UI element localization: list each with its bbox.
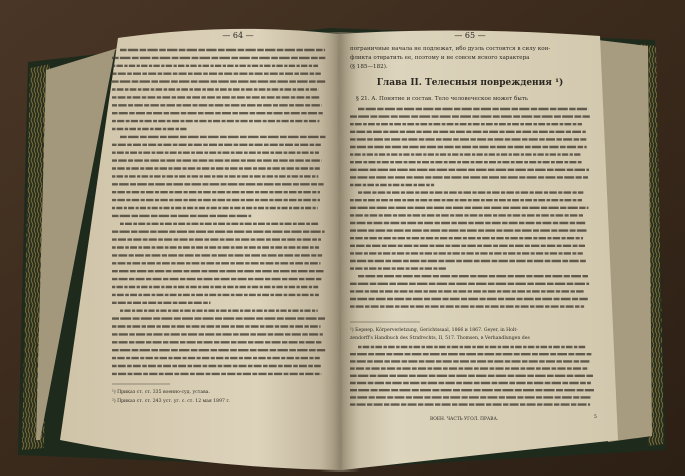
right-footnote-author: ¹) Бернер, Körperverletzung, Gerichtssaal, 1866 и 1867. Geyer, in Holt- xyxy=(350,328,518,333)
left-footnote-2: ²) Приказ ст. ст. 243 уст. уг. с. ст. 12 мая 1897 г. xyxy=(112,399,231,404)
right-page-number: — 65 — xyxy=(454,31,486,40)
section-start-line: § 21. А. Понятие и состав. Тело человеческое может быть xyxy=(356,96,528,102)
left-page-number: — 64 — xyxy=(222,31,254,40)
right-intro-line-3: (§ 185—182). xyxy=(350,64,388,70)
right-intro-line-2: фликта отвратить ее, поэтому и не совсем ясного характера xyxy=(350,55,530,61)
left-footnote-1: ¹) Приказ ст. ст. 335 военно-суд. устава. xyxy=(112,390,210,395)
right-footnote-source: zendorff's Handbuch des Strafrechts, II, 517. Thomsen, в Verhandlungen des xyxy=(350,336,530,341)
signature-mark: 5 xyxy=(594,415,597,420)
right-intro-line-1: пограничные начала не подлежат, ибо дуэль состоится в силу кон- xyxy=(350,46,551,52)
signature-line: ВОЕН. ЧАСТЬ УГОЛ. ПРАВА. xyxy=(430,417,499,422)
book-gutter xyxy=(320,32,360,472)
chapter-heading: Глава II. Телесныя повреждения ¹) xyxy=(376,78,564,88)
